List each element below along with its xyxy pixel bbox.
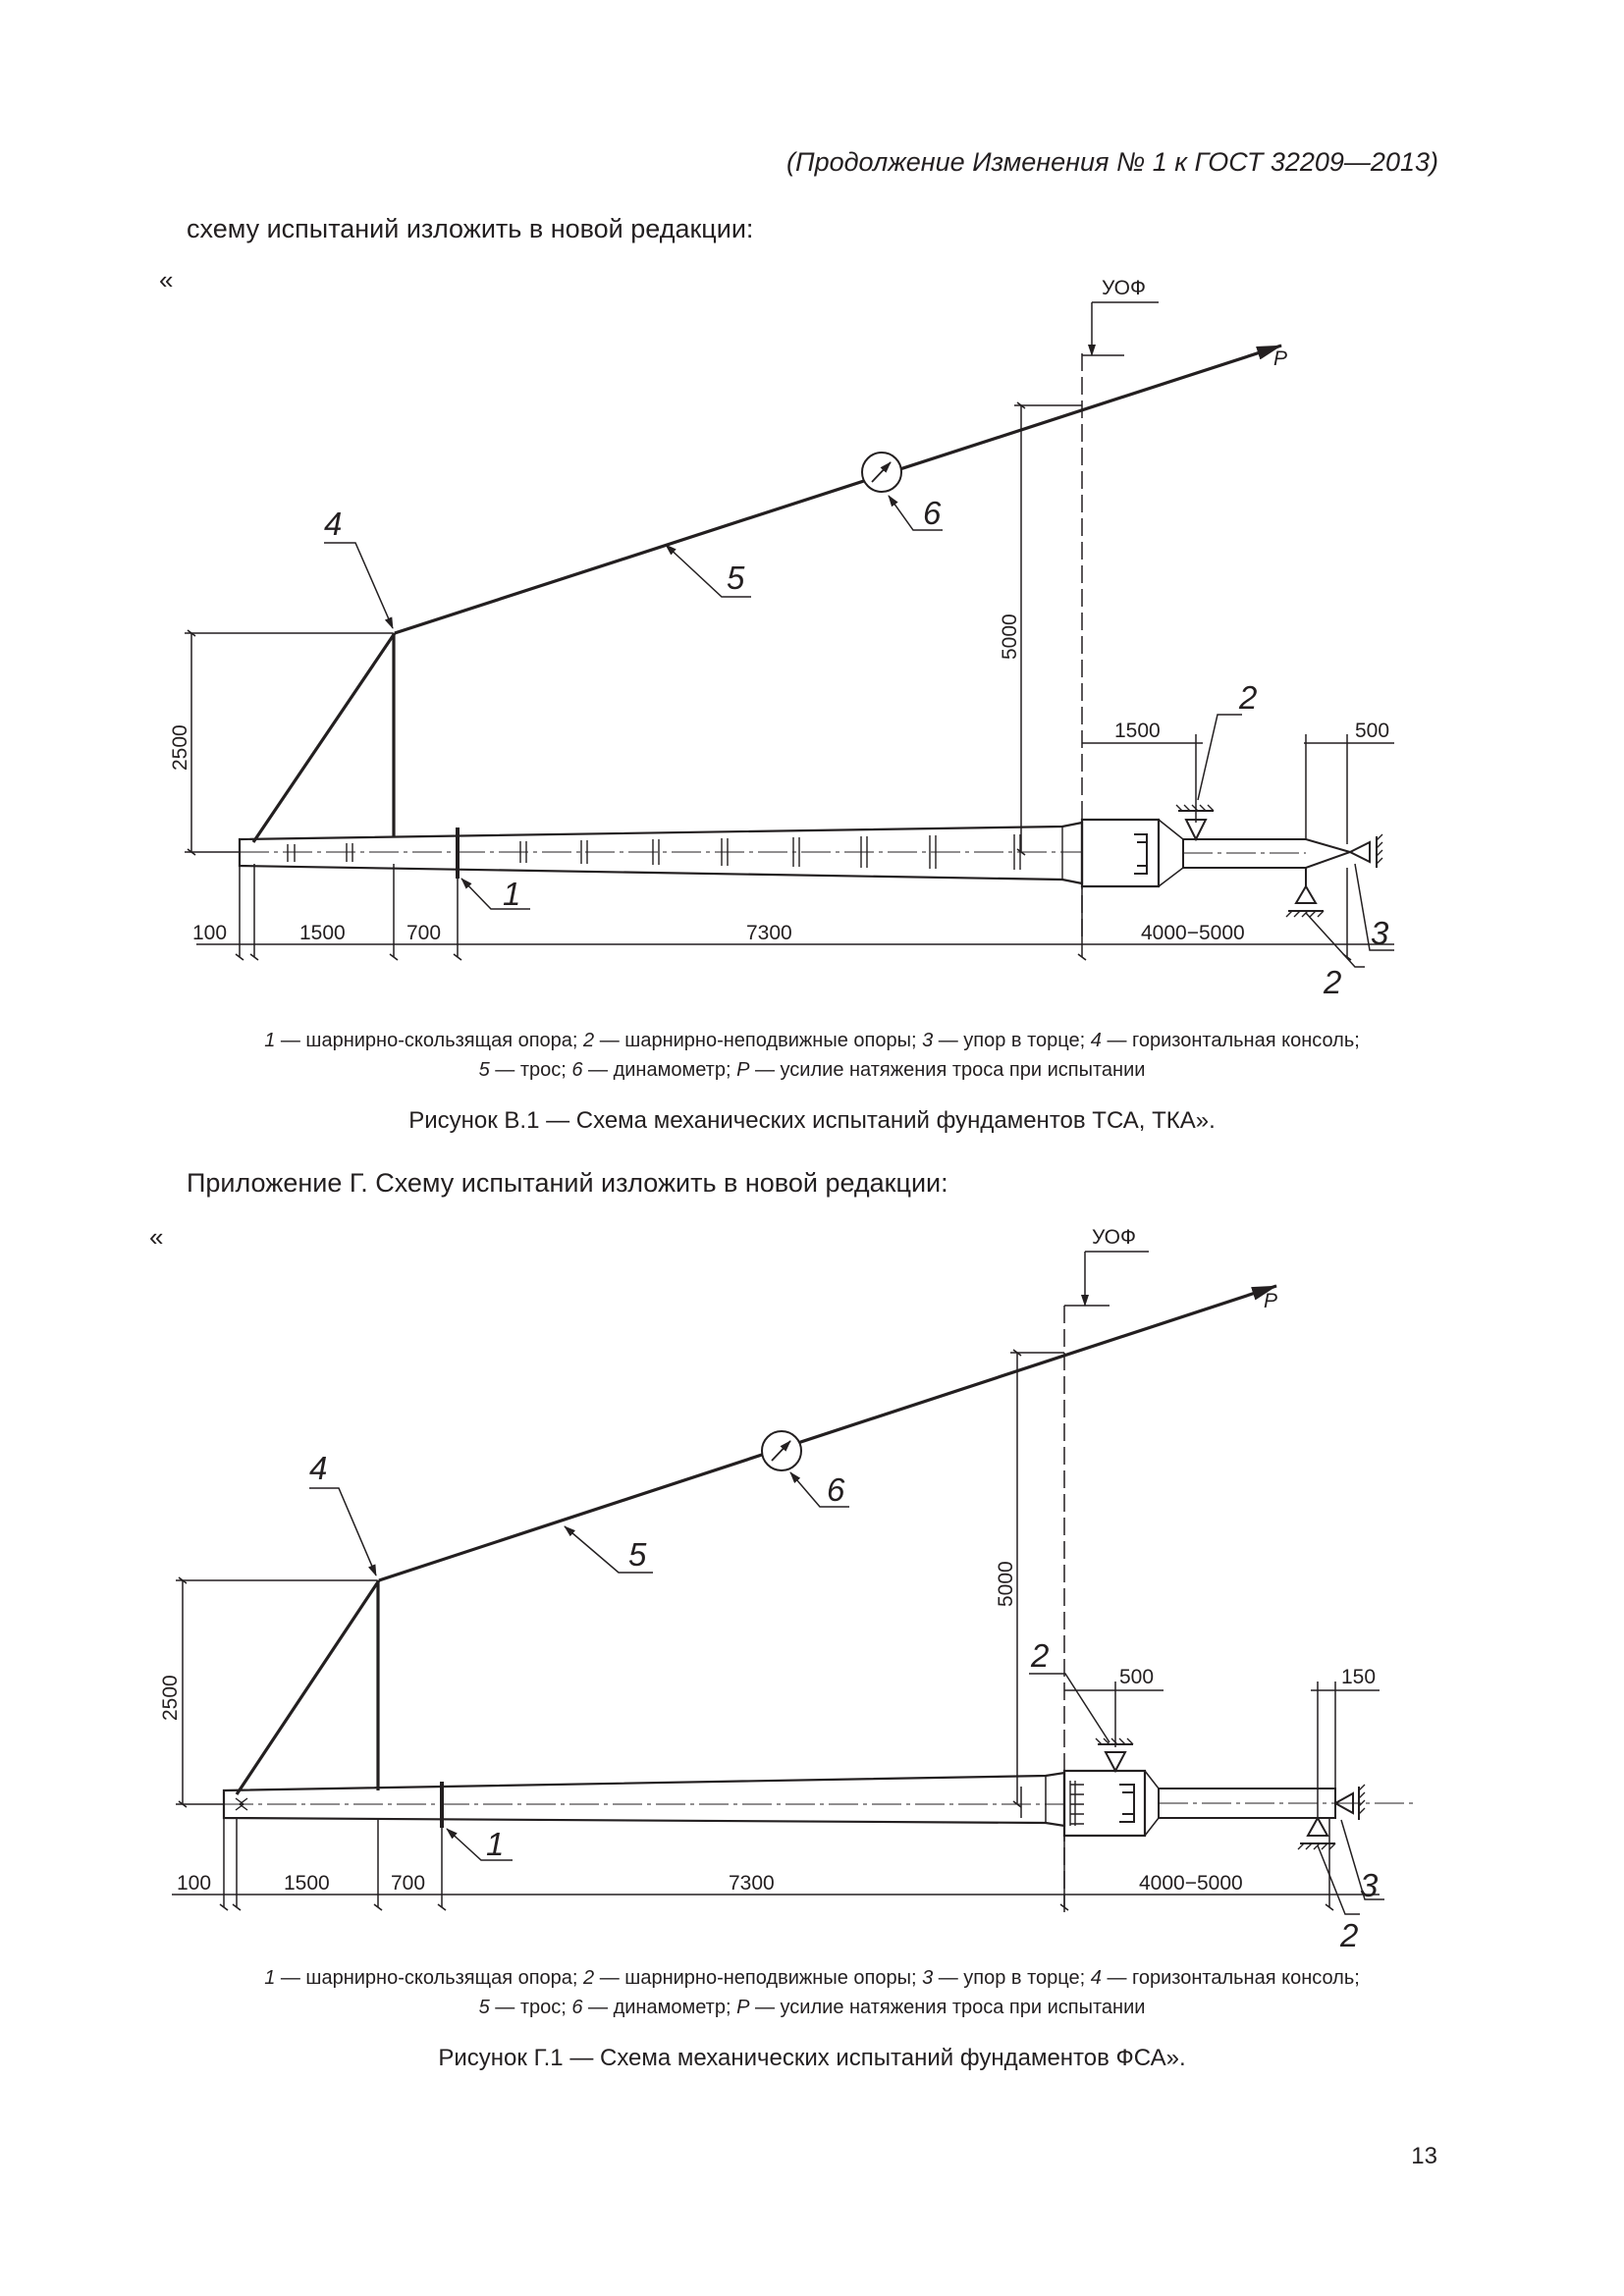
support-2-bottom <box>1288 886 1324 911</box>
section1-legend-line2: 5 — трос; 6 — динамометр; P — усилие натяжения троса при испытании <box>478 1059 1146 1081</box>
dim-100: 100 <box>192 922 228 944</box>
label-1: 1 <box>486 1826 505 1862</box>
section1-open-quote: « <box>159 265 174 294</box>
dim-100: 100 <box>177 1872 212 1895</box>
dim-7300: 7300 <box>729 1872 775 1895</box>
console-strut <box>253 633 395 842</box>
dim-700: 700 <box>391 1872 426 1895</box>
figure-v1-caption: Рисунок В.1 — Схема механических испытаний фундаментов ТСА, ТКА». <box>408 1107 1216 1134</box>
dim-4000-5000: 4000−5000 <box>1139 1872 1243 1895</box>
section2-open-quote: « <box>149 1222 164 1252</box>
label-4: 4 <box>324 506 343 542</box>
label-5: 5 <box>628 1536 647 1573</box>
label-1: 1 <box>503 876 521 912</box>
figure-g1-caption: Рисунок Г.1 — Схема механических испытаний фундаментов ФСА». <box>438 2045 1186 2071</box>
section1-legend-line1: 1 — шарнирно-скользящая опора; 2 — шарнирно-неподвижные опоры; 3 — упор в торце; 4 — горизонтальная консоль; <box>264 1030 1360 1051</box>
cable <box>379 1286 1276 1580</box>
label-2-top: 2 <box>1031 1637 1050 1674</box>
dim-700: 700 <box>406 922 442 944</box>
dim-4000-5000: 4000−5000 <box>1141 922 1245 944</box>
force-label: P <box>1264 1290 1278 1312</box>
section2-legend-line2: 5 — трос; 6 — динамометр; P — усилие натяжения троса при испытании <box>478 1997 1146 2018</box>
dim-top-1500: 1500 <box>1114 720 1161 742</box>
dim-top-500: 500 <box>1119 1666 1155 1688</box>
dim-2500: 2500 <box>169 724 191 771</box>
section2-intro: Приложение Г. Схему испытаний изложить в новой редакции: <box>187 1168 948 1198</box>
label-2-bottom: 2 <box>1324 964 1342 1000</box>
dim-top-150: 150 <box>1341 1666 1377 1688</box>
support-3 <box>1350 836 1377 868</box>
pole-body <box>240 823 1082 883</box>
pole-body <box>224 1773 1064 1826</box>
label-3: 3 <box>1371 915 1389 951</box>
foundation-head <box>1064 1771 1145 1836</box>
support-2-top <box>1098 1744 1133 1771</box>
dim-5000: 5000 <box>995 1561 1017 1607</box>
page-number: 13 <box>1411 2143 1437 2169</box>
section1-intro: схему испытаний изложить в новой редакции: <box>187 214 754 243</box>
label-2-bottom: 2 <box>1340 1917 1359 1953</box>
dim-1500: 1500 <box>299 922 346 944</box>
cable <box>395 346 1281 633</box>
dim-7300: 7300 <box>746 922 792 944</box>
dim-5000: 5000 <box>999 614 1021 660</box>
label-6: 6 <box>827 1471 845 1508</box>
label-4: 4 <box>309 1450 328 1486</box>
figure-v1-diagram <box>0 0 1624 1000</box>
page-header: (Продолжение Изменения № 1 к ГОСТ 32209—2013) <box>786 147 1438 177</box>
uof-label: УОФ <box>1092 1226 1136 1249</box>
dim-top-500: 500 <box>1355 720 1390 742</box>
console-strut <box>237 1580 379 1794</box>
force-label: P <box>1273 347 1288 370</box>
dim-1500: 1500 <box>284 1872 330 1895</box>
section2-legend-line1: 1 — шарнирно-скользящая опора; 2 — шарнирно-неподвижные опоры; 3 — упор в торце; 4 — горизонтальная консоль; <box>264 1967 1360 1989</box>
label-3: 3 <box>1360 1867 1379 1903</box>
label-6: 6 <box>923 495 942 531</box>
label-5: 5 <box>727 560 745 596</box>
figure-g1-diagram <box>0 1178 1624 1963</box>
label-2-top: 2 <box>1239 679 1258 716</box>
uof-label: УОФ <box>1102 277 1146 299</box>
dim-2500: 2500 <box>159 1675 182 1721</box>
